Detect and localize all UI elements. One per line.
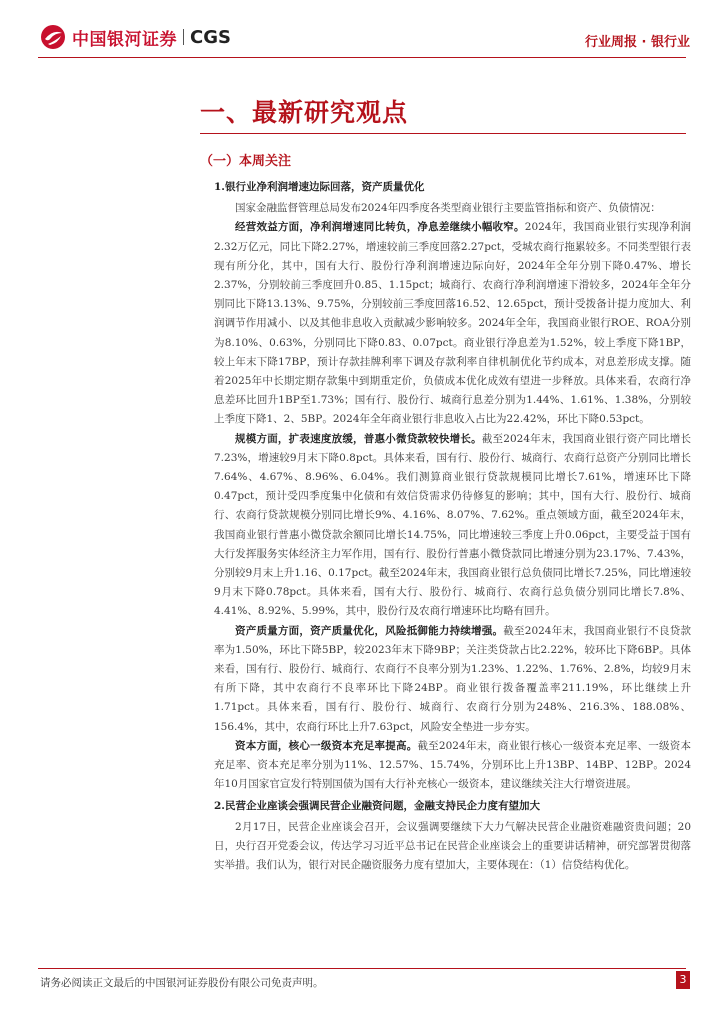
page-number: 3 — [676, 971, 690, 989]
paragraph-text: 2024年，我国商业银行实现净利润2.32万亿元，同比下降2.27%，增速较前三季度回落2.27pct，受城农商行拖累较多。不同类型银行表现有所分化，其中，国有大行、股份行净利润增速边际向好，2024年全年分别下降0.47%、增长2.37%，分别较前三季度回升0.85、1.15pct；城商行、农商行净利润增速下滑较多，2024年全年分别同比下降13.13%、9.75%，分别较前三季度回落16.52、12.65pct，预计受拨备计提力度加大、利润调节作用减小、以及其他非息收入贡献减少影响较多。2024年全年，我国商业银行ROE、ROA分别为8.10%、0.63%，分别同比下降0.83、0.07pct。商业银行净息差为1.52%，较上季度下降1BP，较上年末下降17BP，预计存款挂牌利率下调及存款利率自律机制优化节约成本，对息差形成支撑。随着2025年中长期定期存款集中到期重定价，负债成本优化成效有望进一步释放。具体来看，农商行净息差环比回升1BP至1.73%；国有行、股份行、城商行息差分别为1.44%、1.61%、1.38%，分别较上季度下降1、2、5BP。2024年全年商业银行非息收入占比为22.42%，环比下降0.53pct。 — [214, 221, 691, 426]
report-type-label: 行业周报 · 银行业 — [585, 35, 690, 50]
paragraph-lead: 资产质量方面，资产质量优化，风险抵御能力持续增强。 — [235, 624, 504, 637]
logo-chinese-name: 中国银河证券 — [72, 29, 177, 50]
page-header — [0, 0, 724, 62]
report-body — [214, 178, 691, 875]
topic1-paragraph-asset-quality — [214, 622, 691, 737]
paragraph-lead: 资本方面，核心一级资本充足率提高。 — [235, 739, 418, 752]
paragraph-text: 截至2024年末，我国商业银行资产同比增长7.23%，增速较9月末下降0.8pct。具体来看，国有行、股份行、城商行、农商行总资产分别同比增长7.64%、4.67%、8.96%、6.04%。我们测算商业银行贷款规模同比增长7.61%，增速环比下降0.47pct，预计受四季度集中化债和有效信贷需求仍待修复的影响；其中，国有大行、股份行、城商行、农商行贷款规模分别同比增长9%、4.16%、8.07%、7.62%。重点领域方面，截至2024年末，我国商业银行普惠小微贷款余额同比增长14.75%，同比增速较三季度上升0.06pct，主要受益于国有大行发挥服务实体经济主力军作用，国有行、股份行普惠小微贷款同比增速分别为23.17%、7.43%，分别较9月末上升1.16、0.17pct。截至2024年末，我国商业银行总负债同比增长7.25%，同比增速较9月末下降0.78pct。具体来看，国有大行、股份行、城商行、农商行总负债分别同比增长7.8%、4.41%、8.92%、5.99%，其中，股份行及农商行增速环比均略有回升。 — [214, 432, 691, 618]
section-heading: 一、最新研究观点 — [200, 98, 409, 127]
paragraph-lead: 经营效益方面，净利润增速同比转负，净息差继续小幅收窄。 — [235, 221, 525, 234]
paragraph-text: 截至2024年末，我国商业银行不良贷款率为1.50%，环比下降5BP，较2023年末下降9BP；关注类贷款占比2.22%，较环比下降6BP。具体来看，国有行、股份行、城商行、农商行不良率分别为1.23%、1.22%、1.76%、2.8%，均较9月末有所下降，其中农商行不良率环比下降24BP。商业银行拨备覆盖率211.19%，环比继续上升1.71pct。具体来看，国有行、股份行、城商行、农商行分别为248%、216.3%、188.08%、156.4%，其中，农商行环比上升7.63pct，风险安全垫进一步夯实。 — [214, 624, 691, 733]
company-logo — [40, 24, 231, 50]
galaxy-logo-icon — [40, 24, 66, 50]
paragraph-text: 截至2024年末，商业银行核心一级资本充足率、一级资本充足率、资本充足率分别为11%、12.57%、15.74%，分别环比上升13BP、14BP、12BP。2024年10月国家官宣发行特别国债为国有大行补充核心一级资本，建议继续关注大行增资进展。 — [214, 739, 691, 791]
topic1-intro: 国家金融监督管理总局发布2024年四季度各类型商业银行主要监管指标和资产、负债情况： — [235, 202, 661, 215]
logo-english-name: CGS — [190, 26, 231, 48]
topic2-title: 2.民营企业座谈会强调民营企业融资问题，金融支持民企力度有望加大 — [214, 799, 540, 812]
topic1-title: 1.银行业净利润增速边际回落，资产质量优化 — [214, 181, 425, 193]
footer-disclaimer: 请务必阅读正文最后的中国银河证券股份有限公司免责声明。 — [40, 977, 324, 989]
header-divider — [38, 57, 686, 58]
subsection-heading: （一）本周关注 — [200, 154, 292, 169]
paragraph-lead: 规模方面，扩表速度放缓，普惠小微贷款较快增长。 — [235, 432, 482, 445]
topic1-paragraph-profit — [214, 218, 691, 429]
footer-divider — [38, 968, 686, 969]
topic2-paragraph: 2月17日，民营企业座谈会召开，会议强调要继续下大力气解决民营企业融资难融资贵问题；20日，央行召开党委会议，传达学习习近平总书记在民营企业座谈会上的重要讲话精神，研究部署贯彻落实举措。我们认为，银行对民企融资服务力度有望加大，主要体现在：（1）信贷结构优化。 — [214, 820, 691, 872]
section-divider — [200, 133, 686, 134]
topic1-paragraph-scale — [214, 430, 691, 622]
logo-divider — [183, 29, 184, 45]
topic1-paragraph-capital — [214, 737, 691, 795]
